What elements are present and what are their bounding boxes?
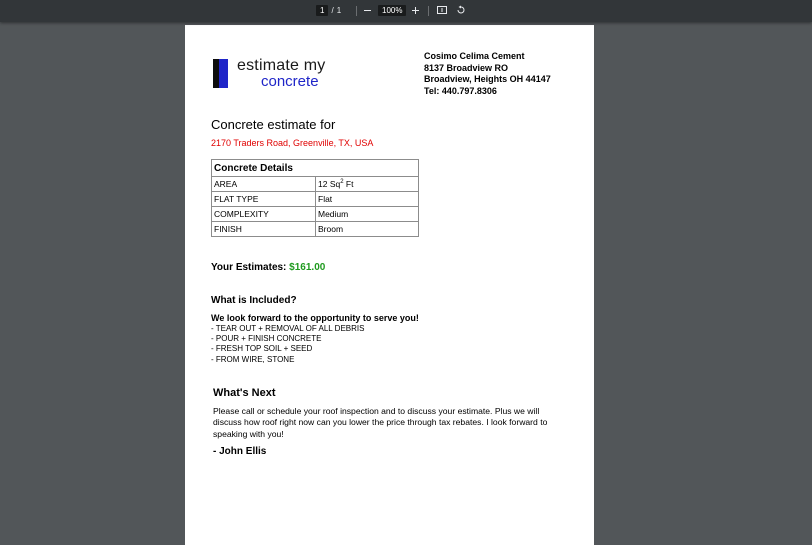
page-separator: / xyxy=(331,6,334,15)
detail-key: COMPLEXITY xyxy=(212,207,316,222)
included-list xyxy=(211,324,364,365)
detail-value: Broom xyxy=(316,222,419,237)
toolbar-divider xyxy=(428,6,429,16)
rotate-icon xyxy=(456,5,466,15)
company-street: 8137 Broadview RO xyxy=(424,62,509,73)
detail-key: FLAT TYPE xyxy=(212,192,316,207)
page-indicator xyxy=(316,5,341,16)
list-item: - TEAR OUT + REMOVAL OF ALL DEBRIS xyxy=(211,324,365,333)
company-logo xyxy=(213,58,333,90)
company-info xyxy=(424,51,551,97)
estimate-total xyxy=(211,262,325,273)
company-city: Broadview, Heights OH 44147 xyxy=(424,74,551,84)
fit-page-icon xyxy=(437,5,447,15)
area-value: 12 Sq xyxy=(318,179,341,189)
area-exponent: 2 xyxy=(340,179,344,186)
table-row xyxy=(212,222,419,237)
estimate-heading: Concrete estimate for xyxy=(211,117,336,132)
zoom-out-button[interactable] xyxy=(360,3,374,17)
table-row xyxy=(212,207,419,222)
fit-page-button[interactable] xyxy=(435,3,449,17)
next-steps-title: What's Next xyxy=(213,387,276,399)
logo-text-line1: estimate my xyxy=(237,57,326,74)
detail-value xyxy=(316,177,419,192)
estimate-label: Your Estimates: xyxy=(211,262,287,273)
detail-key: FINISH xyxy=(212,222,316,237)
table-title: Concrete Details xyxy=(212,160,419,177)
list-item: - FROM WIRE, STONE xyxy=(211,354,295,364)
detail-key: AREA xyxy=(212,177,316,192)
area-unit: Ft xyxy=(343,179,354,189)
minus-icon xyxy=(363,6,372,15)
detail-value: Flat xyxy=(316,192,419,207)
table-row xyxy=(212,177,419,192)
logo-text-line2: concrete xyxy=(261,73,319,90)
plus-icon xyxy=(411,6,420,15)
pdf-toolbar xyxy=(0,0,812,22)
zoom-in-button[interactable] xyxy=(408,3,422,17)
detail-value: Medium xyxy=(316,207,419,222)
included-title: What is Included? xyxy=(211,295,297,306)
list-item: - FRESH TOP SOIL + SEED xyxy=(211,344,313,354)
table-header-row xyxy=(212,160,419,177)
company-phone: Tel: 440.797.8306 xyxy=(424,85,497,96)
table-row xyxy=(212,192,419,207)
list-item: - POUR + FINISH CONCRETE xyxy=(211,334,322,344)
concrete-details-table xyxy=(211,159,419,237)
signature: - John Ellis xyxy=(213,446,267,457)
page-number-input[interactable]: 1 xyxy=(316,5,328,16)
estimate-price: $161.00 xyxy=(289,262,326,273)
page-total: 1 xyxy=(336,6,342,15)
toolbar-divider xyxy=(356,6,357,16)
pdf-page xyxy=(185,25,594,545)
zoom-level-input[interactable]: 100% xyxy=(378,5,406,16)
site-address: 2170 Traders Road, Greenville, TX, USA xyxy=(211,138,374,148)
next-steps-body: Please call or schedule your roof inspection and to discuss your estimate. Plus we will discuss how roof right now can you lower the price through tax rebates. I look forward to speaking with you! xyxy=(213,406,548,439)
logo-bar-blue xyxy=(219,59,228,88)
included-lead: We look forward to the opportunity to serve you! xyxy=(211,313,419,323)
company-name: Cosimo Celima Cement xyxy=(424,51,525,61)
rotate-button[interactable] xyxy=(454,3,468,17)
